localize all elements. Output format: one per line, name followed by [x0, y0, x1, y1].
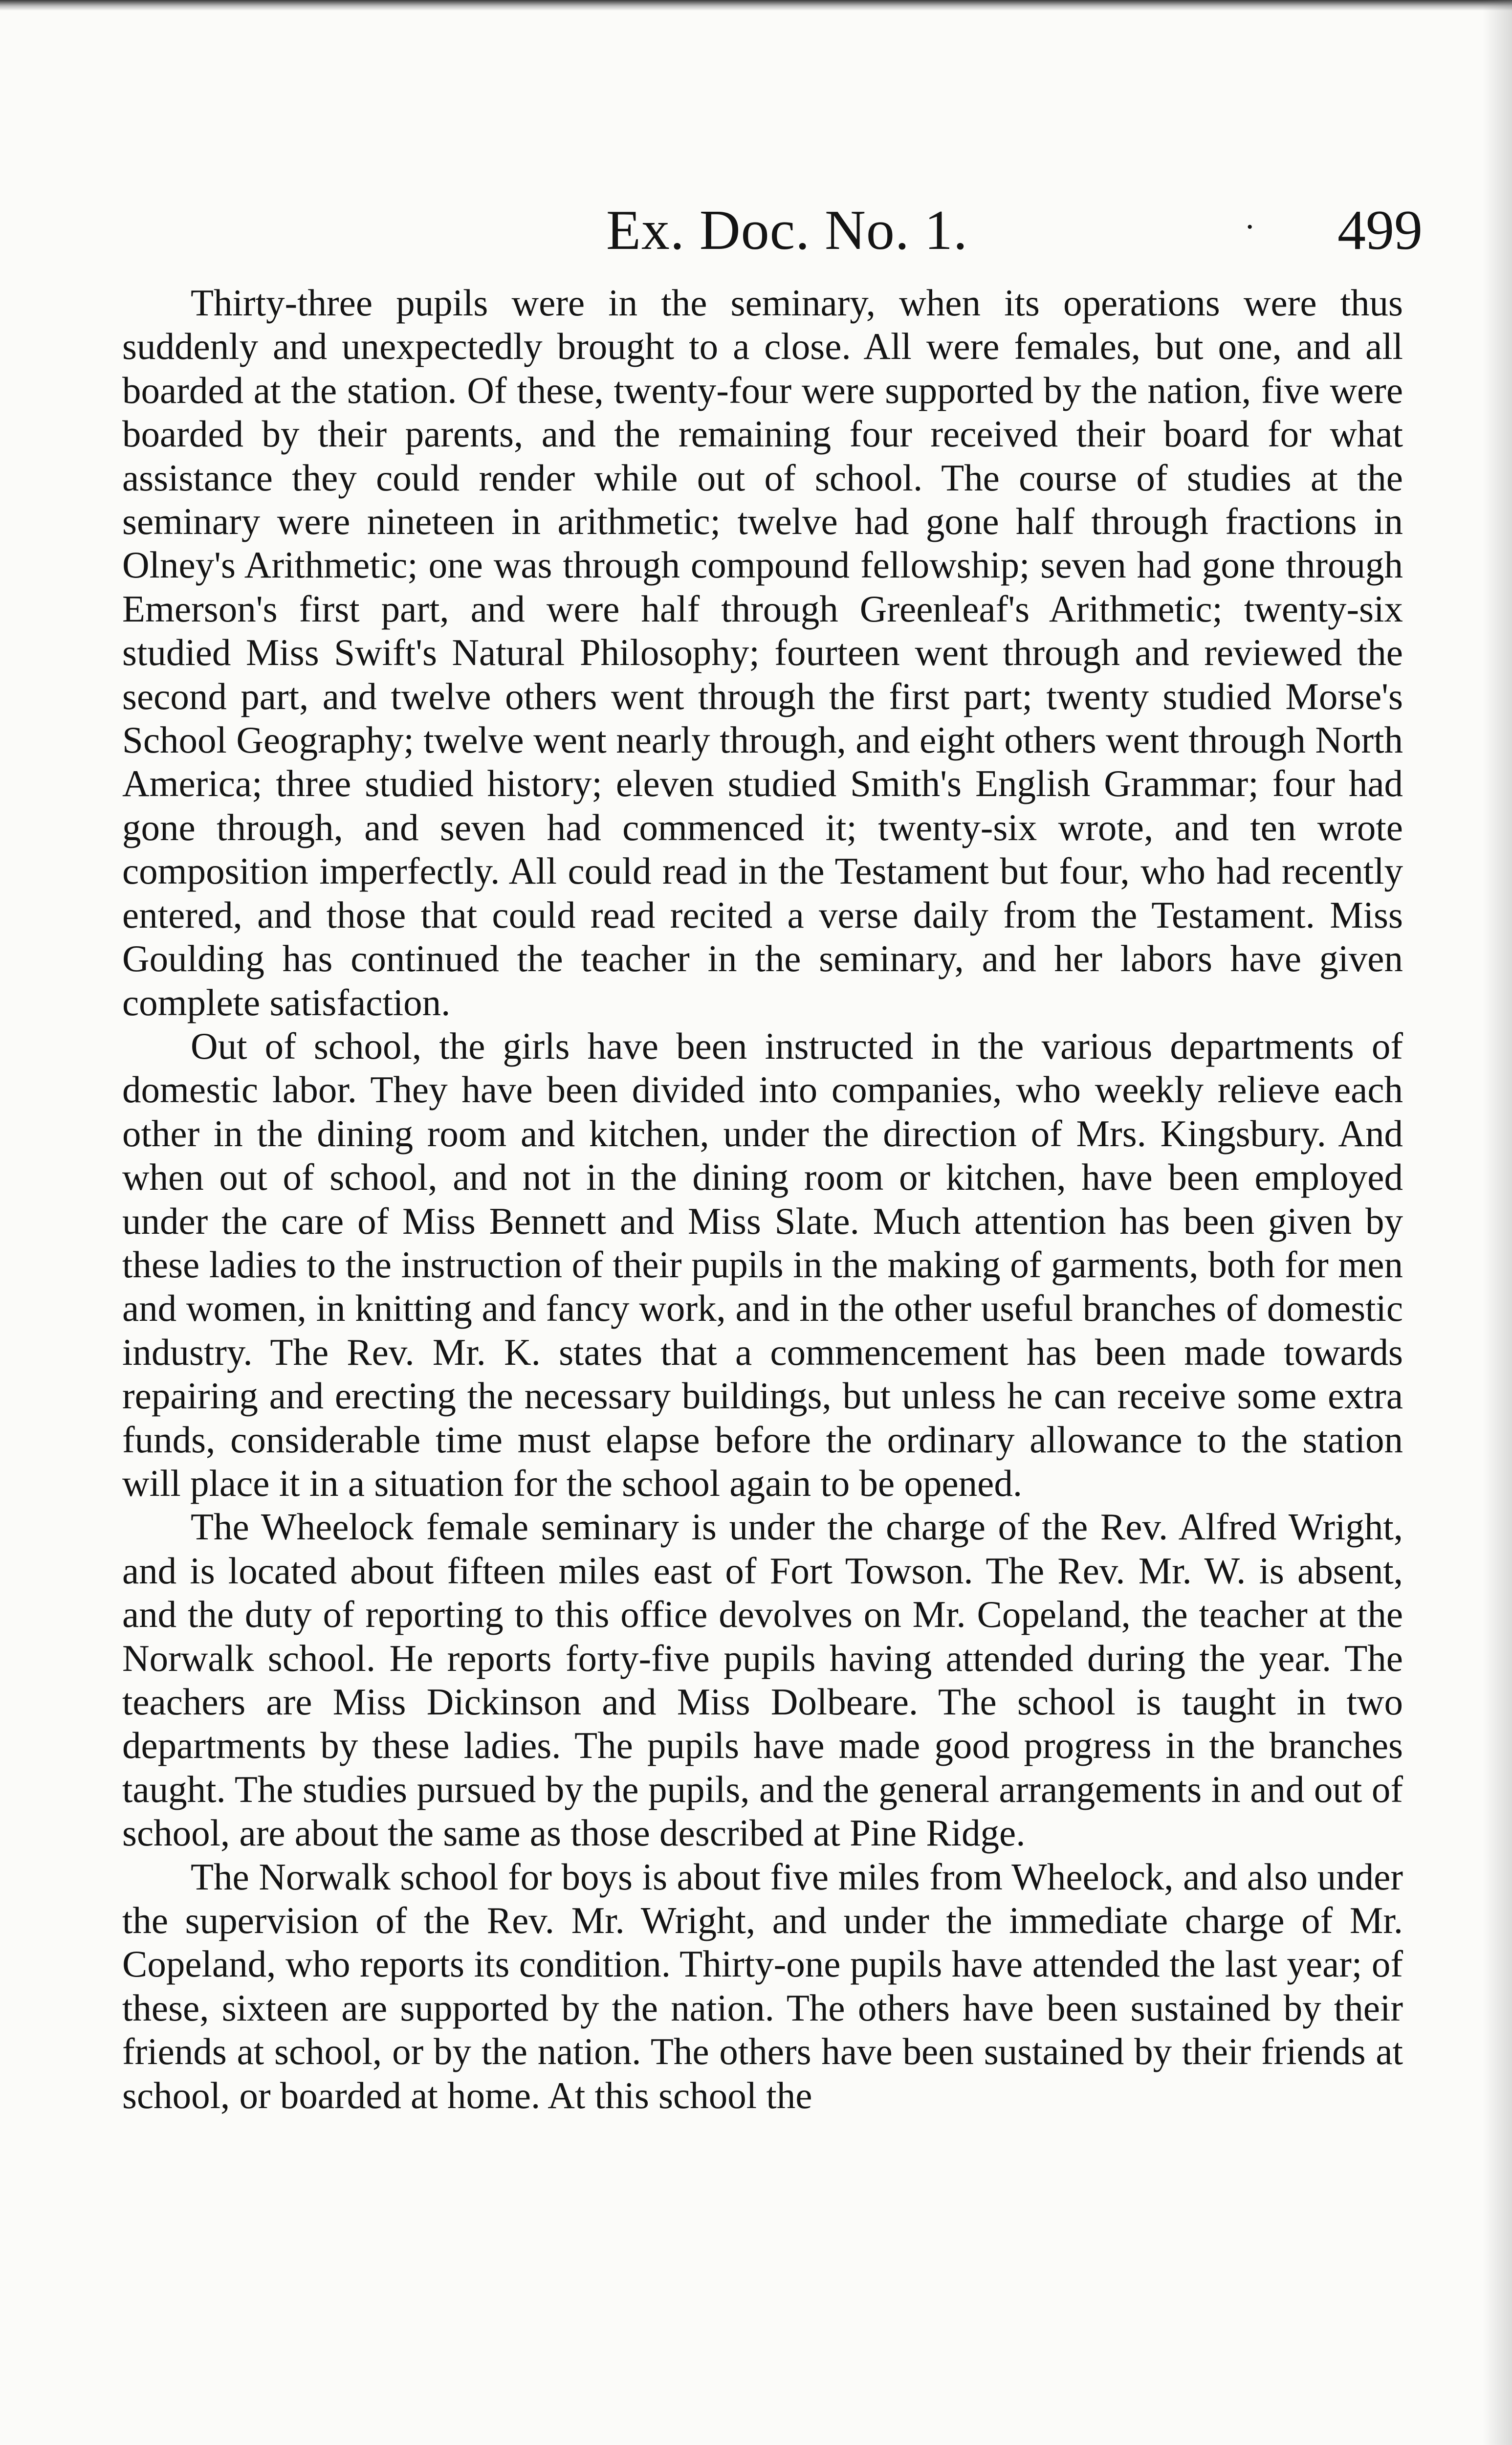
document-title: Ex. Doc. No. 1. [606, 199, 968, 262]
paragraph-seminary-pupils: Thirty-three pupils were in the seminary, when its operations were thus suddenly and unexpectedly brought to a close. All were females, but one, and all boarded at the station. Of these, twenty-four were supported by the nation, five were boarded by their parents, and the remaining four received their board for what assistance they could render while out of school. The course of studies at the seminary were nineteen in arithmetic; twelve had gone half through fractions in Olney's Arithmetic; one was through compound fellowship; seven had gone through Emerson's first part, and were half through Greenleaf's Arithmetic; twenty-six studied Miss Swift's Natural Philosophy; fourteen went through and reviewed the second part, and twelve others went through the first part; twenty studied Morse's School Geography; twelve went nearly through, and eight others went through North America; three studied history; eleven studied Smith's English Grammar; four had gone through, and seven had commenced it; twenty-six wrote, and ten wrote composition imperfectly. All could read in the Testament but four, who had recently entered, and those that could read recited a verse daily from the Testament. Miss Goulding has continued the teacher in the seminary, and her labors have given complete satisfaction. [122, 282, 1403, 1023]
page-number: 499 [1337, 199, 1423, 262]
paragraph-wheelock-seminary: The Wheelock female seminary is under the charge of the Rev. Alfred Wright, and is located about fifteen miles east of Fort Towson. The Rev. Mr. W. is absent, and the duty of reporting to this office devolves on Mr. Copeland, the teacher at the Norwalk school. He reports forty-five pupils having attended during the year. The teachers are Miss Dickinson and Miss Dolbeare. The school is taught in two departments by these ladies. The pupils have made good progress in the branches taught. The studies pursued by the pupils, and the general arrangements in and out of school, are about the same as those described at Pine Ridge. [122, 1506, 1403, 1854]
scan-right-edge [1483, 0, 1512, 2445]
page-header [122, 193, 1423, 267]
header-mark: · [1244, 208, 1256, 246]
paragraph-domestic-labor: Out of school, the girls have been instructed in the various departments of domestic labor. They have been divided into companies, who weekly relieve each other in the dining room and kitchen, under the direction of Mrs. Kingsbury. And when out of school, and not in the dining room or kitchen, have been employed under the care of Miss Bennett and Miss Slate. Much attention has been given by these ladies to the instruction of their pupils in the making of garments, both for men and women, in knitting and fancy work, and in the other useful branches of domestic industry. The Rev. Mr. K. states that a commencement has been made towards repairing and erecting the necessary buildings, but unless he can receive some extra funds, considerable time must elapse before the ordinary allowance to the station will place it in a situation for the school again to be opened. [122, 1024, 1403, 1504]
body-text [122, 281, 1403, 2117]
paragraph-norwalk-school: The Norwalk school for boys is about five miles from Wheelock, and also under the supervision of the Rev. Mr. Wright, and under the immediate charge of Mr. Copeland, who reports its condition. Thirty-one pupils have attended the last year; of these, sixteen are supported by the nation. The others have been sustained by their friends at school, or by the nation. The others have been sustained by their friends at school, or boarded at home. At this school the [122, 1855, 1403, 2116]
scan-top-edge [0, 0, 1512, 11]
